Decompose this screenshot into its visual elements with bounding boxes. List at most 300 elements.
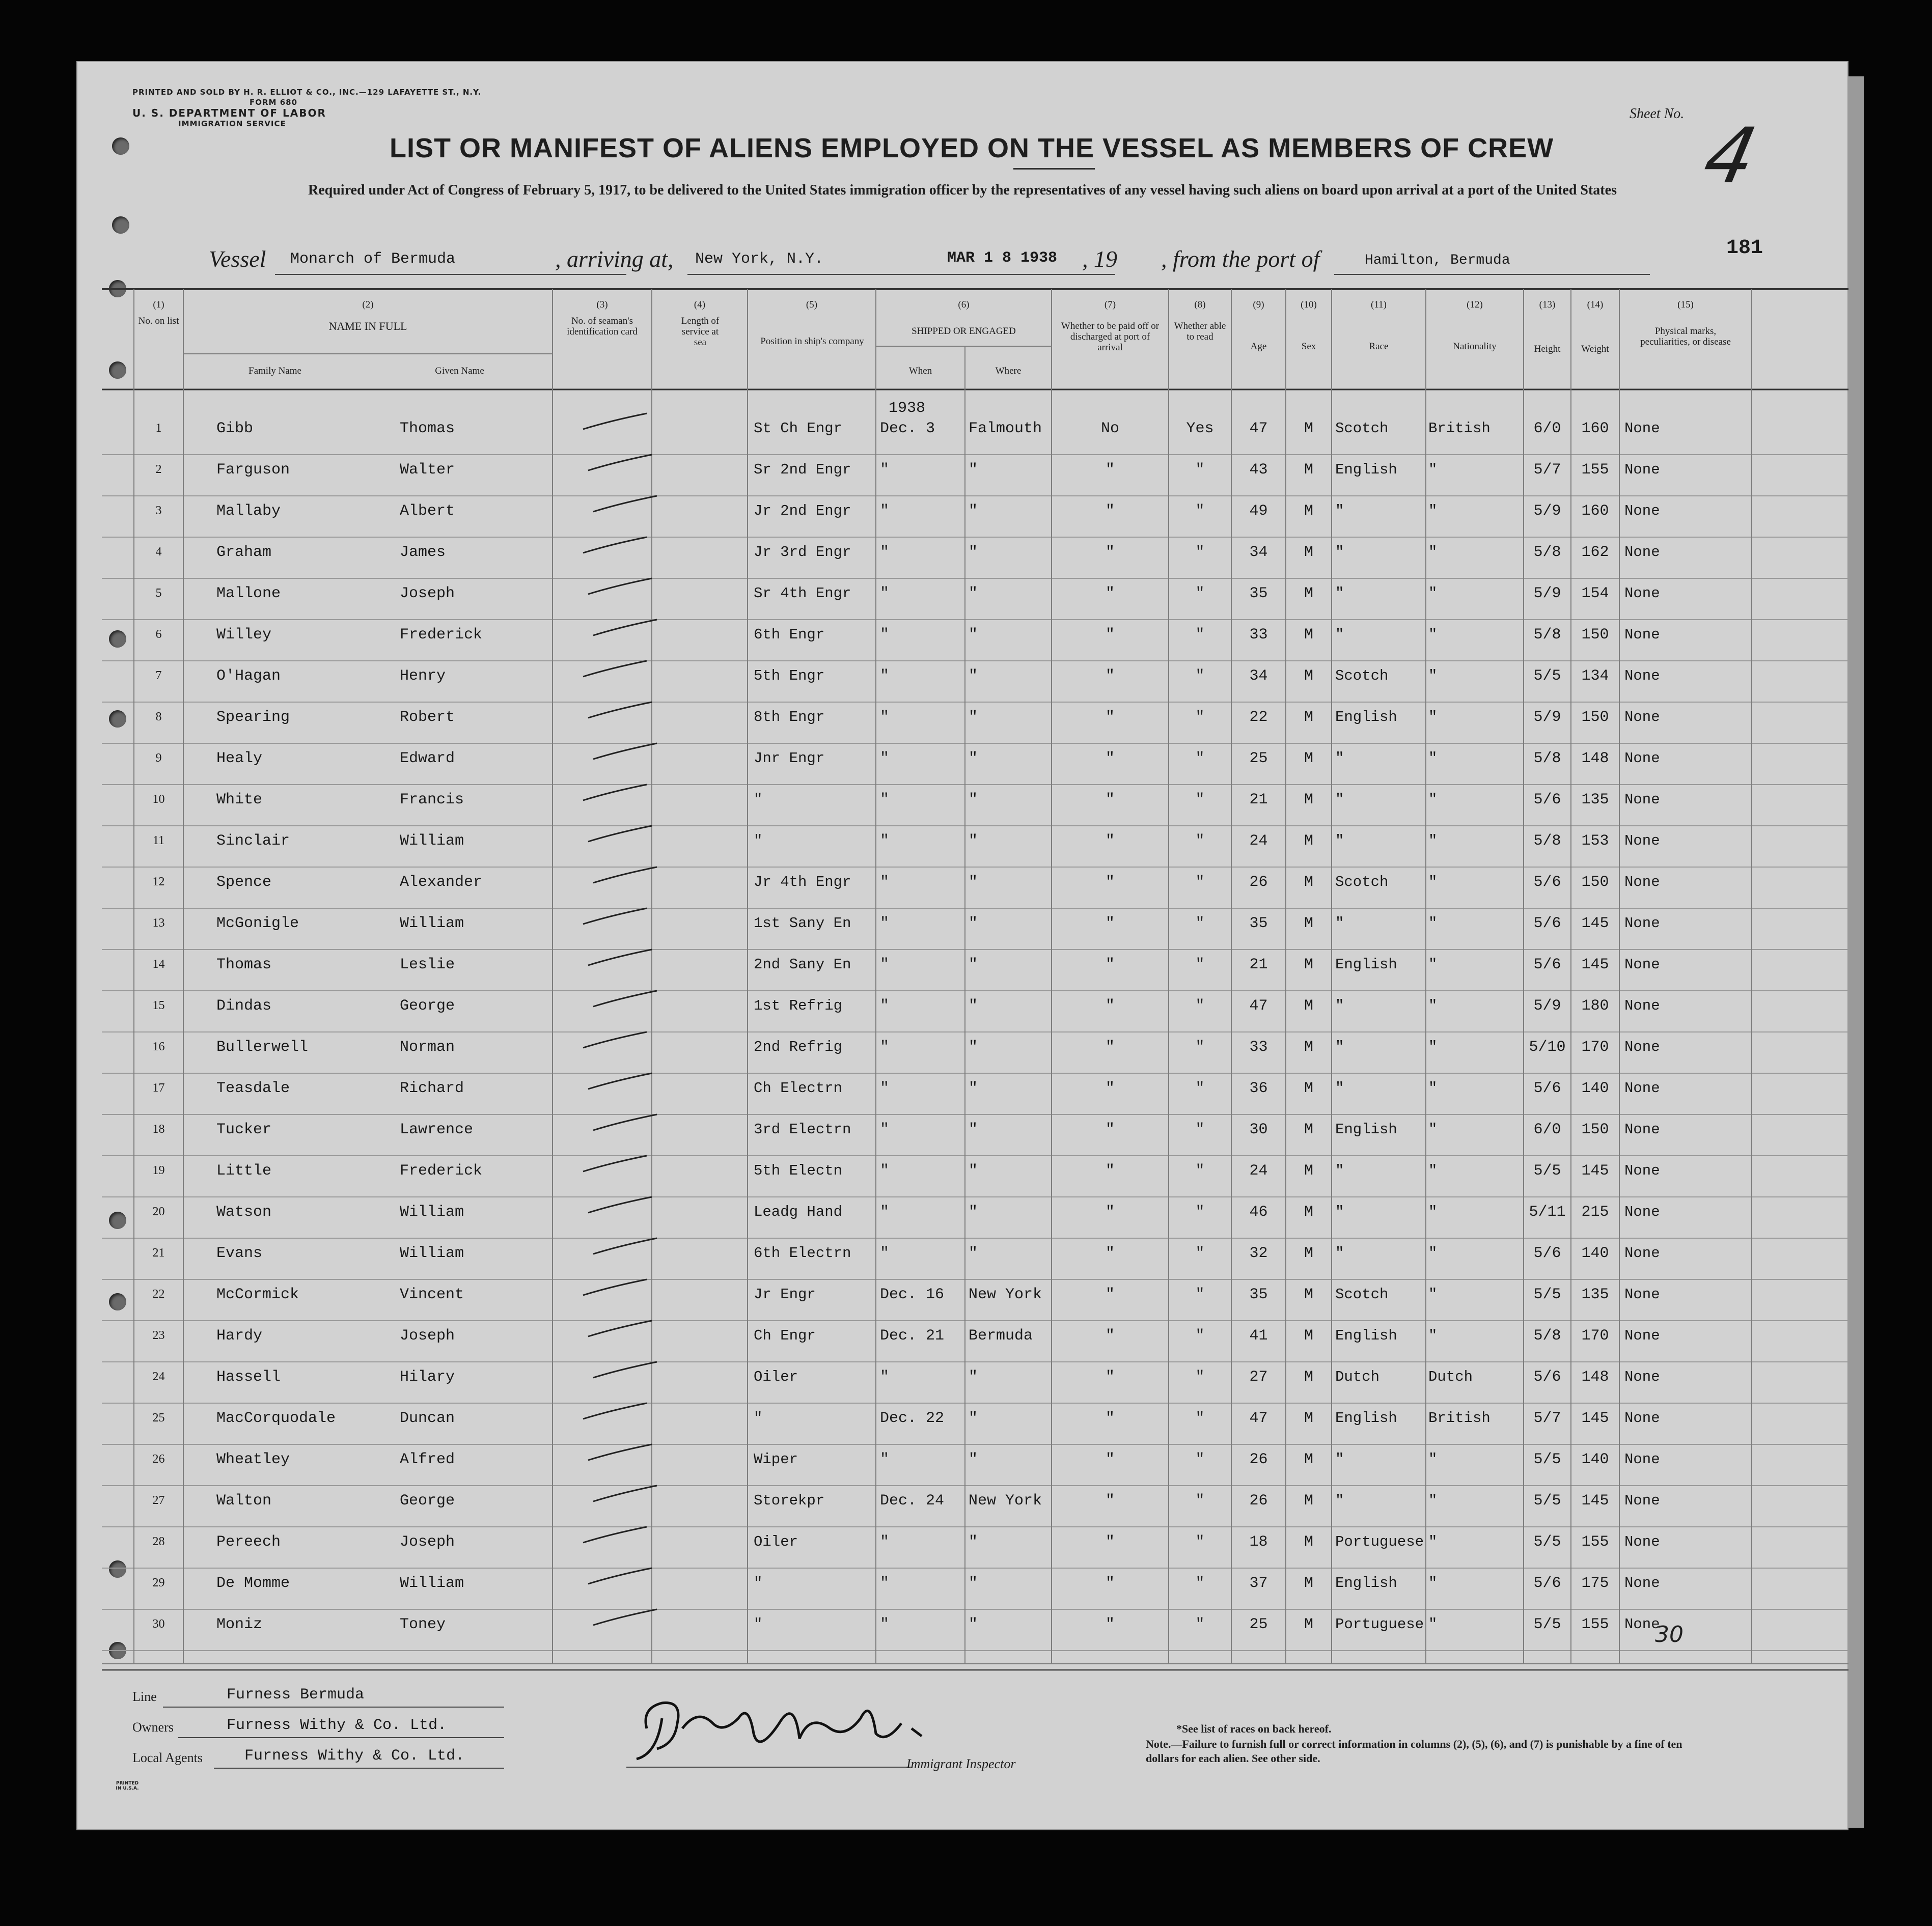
position: 2nd Sany En [754,956,851,973]
sex: M [1304,667,1313,685]
able-to-read: " [1195,709,1205,726]
age: 35 [1249,915,1268,932]
paid-off: " [1105,750,1115,767]
height: 6/0 [1533,420,1561,437]
family-name: Teasdale [216,1080,290,1097]
shipped-when: " [880,1162,890,1180]
position: Ch Engr [754,1327,816,1344]
col4-heading: Length of service at sea [681,316,720,348]
shipped-when: Dec. 3 [880,420,935,437]
row-number: 15 [152,999,165,1012]
age: 47 [1249,1410,1268,1427]
position: Ch Electrn [754,1080,843,1097]
weight: 154 [1581,585,1609,602]
age: 47 [1249,997,1268,1015]
paid-off: " [1105,585,1115,602]
nationality: " [1428,997,1438,1014]
row-number: 2 [155,463,162,476]
able-to-read: " [1195,1162,1205,1180]
row-number: 11 [152,834,165,847]
position: Sr 2nd Engr [754,461,851,478]
able-to-read: " [1195,750,1205,767]
paid-off: " [1105,1080,1115,1097]
height: 5/8 [1533,1327,1561,1345]
paid-off: " [1105,626,1115,644]
weight: 175 [1581,1575,1609,1592]
paid-off: " [1105,1369,1115,1386]
weight: 155 [1581,461,1609,479]
family-name: Moniz [216,1616,263,1633]
physical-marks: None [1624,750,1660,767]
nationality: " [1428,1039,1438,1055]
race: " [1335,1080,1344,1097]
family-name: Mallaby [216,503,281,520]
service: IMMIGRATION SERVICE [178,119,286,128]
col2-given-heading: Given Name [435,366,484,376]
id-card-check-mark [591,494,662,514]
weight: 170 [1581,1039,1609,1056]
col1-number: (1) [153,299,164,310]
shipped-where: " [969,1575,978,1592]
physical-marks: None [1624,1121,1660,1138]
shipped-where: " [969,1451,978,1468]
able-to-read: " [1195,874,1205,891]
col7-number: (7) [1104,299,1116,310]
sex: M [1304,1162,1313,1180]
id-card-check-mark [581,659,652,679]
given-name: Frederick [400,626,483,644]
id-card-check-mark [586,1566,657,1586]
able-to-read: " [1195,1286,1205,1303]
sex: M [1304,915,1313,932]
age: 24 [1249,832,1268,850]
weight: 150 [1581,1121,1609,1138]
able-to-read: " [1195,1039,1205,1056]
row-number: 8 [155,710,162,723]
col9-number: (9) [1253,299,1264,310]
paid-off: " [1105,1162,1115,1180]
race: Dutch [1335,1369,1380,1385]
col2-family-heading: Family Name [249,366,301,376]
printed-in-label: PRINTED IN U.S.A. [116,1781,139,1791]
race: " [1335,503,1344,519]
nationality: " [1428,626,1438,643]
col3-heading: No. of seaman's identification card [567,316,638,337]
age: 35 [1249,1286,1268,1303]
id-card-check-mark [581,1277,652,1298]
shipped-where: " [969,791,978,808]
race: " [1335,1245,1344,1262]
nationality: " [1428,874,1438,890]
given-name: William [400,832,464,850]
shipped-where: " [969,1533,978,1551]
nationality: " [1428,503,1438,519]
shipped-where: New York [969,1286,1042,1303]
given-name: Duncan [400,1410,455,1427]
col8-number: (8) [1194,299,1206,310]
position: St Ch Engr [754,420,843,437]
given-name: Thomas [400,420,455,437]
physical-marks: None [1624,1286,1660,1303]
able-to-read: Yes [1186,420,1214,437]
form-number: FORM 680 [250,98,298,107]
col3-number: (3) [596,299,608,310]
owners-label: Owners [132,1720,174,1735]
id-card-check-mark [586,1442,657,1463]
able-to-read: " [1195,791,1205,808]
paid-off: " [1105,1575,1115,1592]
physical-marks: None [1624,832,1660,849]
position: 3rd Electrn [754,1121,851,1138]
sex: M [1304,1039,1313,1056]
paid-off: " [1105,874,1115,891]
paid-off: " [1105,503,1115,520]
age: 32 [1249,1245,1268,1262]
id-card-check-mark [591,741,662,762]
physical-marks: None [1624,544,1660,561]
given-name: Richard [400,1080,464,1097]
shipped-when: " [880,667,890,685]
age: 26 [1249,874,1268,891]
position: " [754,1575,763,1592]
physical-marks: None [1624,956,1660,973]
weight: 160 [1581,420,1609,437]
row-number: 6 [155,628,162,641]
able-to-read: " [1195,1369,1205,1386]
able-to-read: " [1195,1410,1205,1427]
weight: 145 [1581,915,1609,932]
shipped-where: " [969,626,978,644]
sheet-no-label: Sheet No. [1630,106,1685,122]
race-note: *See list of races on back hereof. [1176,1722,1332,1735]
signature-underline [626,1767,912,1768]
physical-marks: None [1624,1575,1660,1592]
race: " [1335,832,1344,849]
paid-off: " [1105,1286,1115,1303]
sex: M [1304,1575,1313,1592]
weight: 134 [1581,667,1609,685]
position: Jnr Engr [754,750,825,767]
col10-heading: Sex [1301,341,1316,352]
row-number: 22 [152,1288,165,1301]
shipped-where: " [969,915,978,932]
paid-off: " [1105,1245,1115,1262]
nationality: " [1428,461,1438,478]
height: 5/8 [1533,750,1561,767]
able-to-read: " [1195,667,1205,685]
height: 5/5 [1533,1492,1561,1510]
height: 5/6 [1533,1369,1561,1386]
nationality: " [1428,956,1438,973]
col2-number: (2) [362,299,374,310]
paid-off: " [1105,709,1115,726]
id-card-check-mark [586,824,657,844]
shipped-when: " [880,1369,890,1386]
family-name: Wheatley [216,1451,290,1468]
nationality: " [1428,1492,1438,1509]
given-name: Vincent [400,1286,464,1303]
sex: M [1304,709,1313,726]
shipped-where: " [969,1245,978,1262]
given-name: Edward [400,750,455,767]
col6-heading: SHIPPED OR ENGAGED [912,326,1016,337]
row-number: 21 [152,1246,165,1260]
physical-marks: None [1624,709,1660,725]
height: 5/6 [1533,874,1561,891]
id-card-check-mark [591,865,662,885]
race: " [1335,750,1344,767]
shipped-when: " [880,997,890,1015]
family-name: McGonigle [216,915,299,932]
shipped-when: Dec. 16 [880,1286,945,1303]
shipped-where: " [969,1410,978,1427]
physical-marks: None [1624,1410,1660,1427]
paid-off: " [1105,1410,1115,1427]
nationality: " [1428,1327,1438,1344]
shipped-when: " [880,1575,890,1592]
row-number: 13 [152,916,165,930]
height: 5/8 [1533,626,1561,644]
family-name: Mallone [216,585,281,602]
position: 6th Engr [754,626,825,643]
nationality: " [1428,1162,1438,1179]
col13-heading: Height [1534,344,1561,354]
race: " [1335,1039,1344,1055]
shipped-where: " [969,1616,978,1633]
shipped-where: " [969,750,978,767]
from-port-label: , from the port of [1161,246,1320,272]
nationality: " [1428,832,1438,849]
physical-marks: None [1624,503,1660,519]
row-number: 30 [152,1617,165,1631]
given-name: Joseph [400,585,455,602]
printer-line: PRINTED AND SOLD BY H. R. ELLIOT & CO., INC.—129 LAFAYETTE ST., N.Y. [132,88,482,97]
able-to-read: " [1195,1533,1205,1551]
able-to-read: " [1195,956,1205,973]
nationality: " [1428,915,1438,932]
family-name: Healy [216,750,263,767]
position: " [754,1616,763,1633]
sheet-number: 4 [1696,112,1764,201]
height: 5/5 [1533,1533,1561,1551]
nationality: " [1428,1121,1438,1138]
id-card-check-mark [586,453,657,473]
age: 27 [1249,1369,1268,1386]
physical-marks: None [1624,461,1660,478]
row-number: 18 [152,1123,165,1136]
physical-marks: None [1624,1204,1660,1220]
shipped-when: " [880,1451,890,1468]
height: 5/8 [1533,832,1561,850]
shipped-when: " [880,832,890,850]
family-name: Gibb [216,420,254,437]
id-card-check-mark [586,947,657,968]
age: 41 [1249,1327,1268,1345]
position: Sr 4th Engr [754,585,851,602]
shipped-where: Falmouth [969,420,1042,437]
race: Scotch [1335,667,1389,684]
height: 5/5 [1533,1286,1561,1303]
age: 25 [1249,1616,1268,1633]
family-name: Thomas [216,956,272,973]
sex: M [1304,1616,1313,1633]
sex: M [1304,791,1313,808]
shipped-when: " [880,709,890,726]
age: 47 [1249,420,1268,437]
row-number: 9 [155,751,162,765]
race: " [1335,544,1344,561]
physical-marks: None [1624,1327,1660,1344]
line-value: Furness Bermuda [227,1686,365,1704]
given-name: William [400,1204,464,1221]
age: 26 [1249,1451,1268,1468]
height: 5/9 [1533,709,1561,726]
id-card-check-mark [581,535,652,555]
given-name: Walter [400,461,455,479]
physical-marks: None [1624,1080,1660,1097]
able-to-read: " [1195,544,1205,561]
sex: M [1304,1492,1313,1510]
physical-marks: None [1624,420,1660,437]
row-number: 24 [152,1370,165,1383]
paid-off: " [1105,1616,1115,1633]
year-label: , 19 [1082,246,1117,272]
shipped-when: " [880,791,890,808]
family-name: Farguson [216,461,290,479]
shipped-when: Dec. 21 [880,1327,945,1345]
physical-marks: None [1624,1451,1660,1468]
page-title: LIST OR MANIFEST OF ALIENS EMPLOYED ON THE VESSEL AS MEMBERS OF CREW [390,133,1554,163]
able-to-read: " [1195,1204,1205,1221]
manifest-sheet [76,61,1848,1830]
age: 34 [1249,667,1268,685]
paid-off: " [1105,956,1115,973]
shipped-when: Dec. 24 [880,1492,945,1510]
family-name: Pereech [216,1533,281,1551]
position: Jr 2nd Engr [754,503,851,519]
position: 5th Electn [754,1162,843,1179]
paid-off: " [1105,1121,1115,1138]
family-name: Hassell [216,1369,281,1386]
weight: 215 [1581,1204,1609,1221]
height: 5/9 [1533,997,1561,1015]
paid-off: " [1105,1039,1115,1056]
nationality: " [1428,667,1438,684]
able-to-read: " [1195,915,1205,932]
owners-underline [178,1737,504,1738]
family-name: Graham [216,544,272,561]
id-card-check-mark [591,1607,662,1628]
sex: M [1304,1451,1313,1468]
paid-off: " [1105,1492,1115,1510]
able-to-read: " [1195,1245,1205,1262]
height: 5/9 [1533,585,1561,602]
nationality: " [1428,1204,1438,1220]
required-text: Required under Act of Congress of February 5, 1917, to be delivered to the United States immigration officer by the representatives of any vessel having such aliens on board upon arrival at a port of the United States [308,182,1617,198]
row-number: 17 [152,1081,165,1095]
race: English [1335,1327,1397,1344]
shipped-when: " [880,874,890,891]
shipped-where: " [969,1369,978,1386]
id-card-check-mark [581,1154,652,1174]
physical-marks: None [1624,1162,1660,1179]
race: English [1335,1575,1397,1592]
given-name: George [400,997,455,1015]
weight: 148 [1581,1369,1609,1386]
family-name: Willey [216,626,272,644]
shipped-where: " [969,709,978,726]
race: English [1335,956,1397,973]
nationality: British [1428,1410,1491,1427]
height: 5/5 [1533,1451,1561,1468]
shipped-where: " [969,544,978,561]
shipped-when: Dec. 22 [880,1410,945,1427]
race: English [1335,709,1397,725]
height: 5/6 [1533,1575,1561,1592]
shipped-when: " [880,1533,890,1551]
height: 5/10 [1529,1039,1566,1056]
physical-marks: None [1624,997,1660,1014]
shipped-when: " [880,585,890,602]
position: Jr 4th Engr [754,874,851,890]
given-name: William [400,915,464,932]
race: English [1335,1410,1397,1427]
given-name: Joseph [400,1327,455,1345]
given-name: Albert [400,503,455,520]
inspector-label: Immigrant Inspector [906,1756,1016,1771]
given-name: Robert [400,709,455,726]
col13-number: (13) [1539,299,1556,310]
nationality: " [1428,1451,1438,1468]
sheet-edge [1848,76,1864,1828]
col1-heading: No. on list [138,316,179,326]
paid-off: " [1105,1533,1115,1551]
nationality: " [1428,1080,1438,1097]
age: 24 [1249,1162,1268,1180]
sex: M [1304,585,1313,602]
weight: 150 [1581,626,1609,644]
row-number: 7 [155,669,162,682]
nationality: " [1428,544,1438,561]
paid-off: No [1100,420,1119,437]
row-number: 26 [152,1453,165,1466]
race: Portuguese [1335,1616,1424,1633]
shipped-where: " [969,1080,978,1097]
sex: M [1304,1369,1313,1386]
shipped-where: " [969,1121,978,1138]
sex: M [1304,1286,1313,1303]
col11-heading: Race [1369,341,1389,352]
position: Oiler [754,1533,798,1550]
family-name: Hardy [216,1327,263,1345]
sex: M [1304,832,1313,850]
age: 34 [1249,544,1268,561]
age: 46 [1249,1204,1268,1221]
nationality: " [1428,1575,1438,1592]
given-name: George [400,1492,455,1510]
race: " [1335,585,1344,602]
physical-marks: None [1624,1245,1660,1262]
nationality: " [1428,1286,1438,1303]
family-name: MacCorquodale [216,1410,336,1427]
row-number: 16 [152,1040,165,1053]
col5-number: (5) [806,299,818,310]
age: 35 [1249,585,1268,602]
weight: 160 [1581,503,1609,520]
paid-off: " [1105,544,1115,561]
age: 22 [1249,709,1268,726]
position: 1st Sany En [754,915,851,932]
